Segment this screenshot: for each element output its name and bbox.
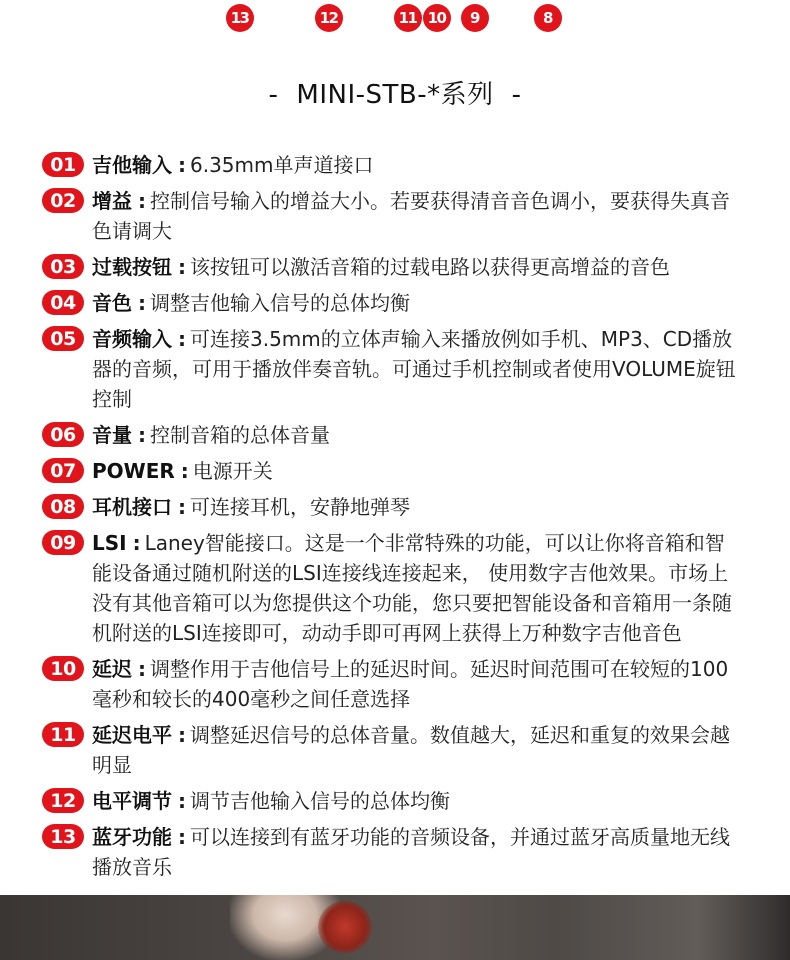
spec-number-badge: 03 [42, 254, 84, 279]
spec-name: 过载按钮 [92, 255, 172, 279]
callout-badge: 13 [226, 4, 254, 32]
spec-number-badge: 08 [42, 494, 84, 519]
spec-number-badge: 10 [42, 656, 84, 681]
spec-item-delay-level [42, 720, 742, 780]
spec-name: 电平调节 [92, 789, 172, 813]
callout-badge-row [0, 4, 790, 32]
spec-list [42, 150, 742, 882]
photo-light-streak [560, 895, 790, 960]
callout-badge: 10 [423, 4, 451, 32]
spec-name: 蓝牙功能 [92, 825, 172, 849]
spec-description: 调整吉他输入信号的总体均衡 [150, 291, 410, 315]
spec-item-overdrive-button [42, 252, 742, 282]
callout-badge: 12 [315, 4, 343, 32]
spec-colon: : [138, 657, 146, 681]
spec-item-volume [42, 420, 742, 450]
spec-description: 调整延迟信号的总体音量。数值越大，延迟和重复的效果会越明显 [92, 723, 730, 777]
spec-description: 控制信号输入的增益大小。若要获得清音音色调小，要获得失真音色请调大 [92, 189, 730, 243]
callout-badge: 11 [394, 4, 422, 32]
spec-number-badge: 05 [42, 326, 84, 351]
spec-number-badge: 02 [42, 188, 84, 213]
title-dash-right: - [511, 80, 522, 110]
spec-item-audio-input [42, 324, 742, 414]
spec-description: 调整作用于吉他信号上的延迟时间。延迟时间范围可在较短的100毫秒和较长的400毫秒之间任意选择 [92, 657, 729, 711]
spec-item-tone [42, 288, 742, 318]
spec-number-badge: 06 [42, 422, 84, 447]
spec-name: 耳机接口 [92, 495, 172, 519]
spec-description: 可以连接到有蓝牙功能的音频设备，并通过蓝牙高质量地无线播放音乐 [92, 825, 730, 879]
photo-red-detail [318, 901, 372, 953]
spec-number-badge: 12 [42, 788, 84, 813]
spec-item-headphone-jack [42, 492, 742, 522]
series-title-text: MINI-STB-*系列 [296, 80, 494, 110]
spec-description: 控制音箱的总体音量 [150, 423, 330, 447]
spec-item-power [42, 456, 742, 486]
spec-colon: : [178, 327, 186, 351]
spec-number-badge: 09 [42, 530, 84, 555]
spec-description: 6.35mm单声道接口 [190, 153, 374, 177]
spec-item-guitar-input [42, 150, 742, 180]
spec-colon: : [138, 291, 146, 315]
spec-colon: : [138, 423, 146, 447]
spec-number-badge: 13 [42, 824, 84, 849]
spec-name: 音频输入 [92, 327, 172, 351]
spec-item-gain [42, 186, 742, 246]
title-dash-left: - [268, 80, 279, 110]
spec-name: 延迟 [92, 657, 132, 681]
spec-description: 调节吉他输入信号的总体均衡 [190, 789, 450, 813]
spec-colon: : [138, 189, 146, 213]
spec-colon: : [178, 153, 186, 177]
spec-description: 可连接耳机，安静地弹琴 [190, 495, 410, 519]
spec-item-bluetooth [42, 822, 742, 882]
spec-colon: : [178, 255, 186, 279]
spec-item-delay [42, 654, 742, 714]
spec-colon: : [178, 825, 186, 849]
series-title [0, 74, 790, 111]
spec-item-lsi [42, 528, 742, 648]
spec-colon: : [178, 789, 186, 813]
spec-name: 延迟电平 [92, 723, 172, 747]
spec-number-badge: 11 [42, 722, 84, 747]
spec-description: 电源开关 [192, 459, 273, 483]
spec-number-badge: 01 [42, 152, 84, 177]
spec-number-badge: 07 [42, 458, 84, 483]
spec-description: 可连接3.5mm的立体声输入来播放例如手机、MP3、CD播放器的音频，可用于播放伴奏音轨。可通过手机控制或者使用VOLUME旋钮控制 [92, 327, 736, 411]
spec-name: 吉他输入 [92, 153, 172, 177]
callout-badge: 8 [534, 4, 562, 32]
callout-badge: 9 [461, 4, 489, 32]
lifestyle-photo [0, 895, 790, 960]
spec-number-badge: 04 [42, 290, 84, 315]
spec-colon: : [180, 459, 189, 483]
spec-name: 音量 [92, 423, 132, 447]
spec-colon: : [132, 531, 141, 555]
spec-name: 音色 [92, 291, 132, 315]
spec-item-level-adjust [42, 786, 742, 816]
spec-colon: : [178, 723, 186, 747]
spec-name: 增益 [92, 189, 132, 213]
spec-name: LSI [92, 531, 127, 555]
spec-colon: : [178, 495, 186, 519]
spec-description: 该按钮可以激活音箱的过载电路以获得更高增益的音色 [190, 255, 670, 279]
spec-description: Laney智能接口。这是一个非常特殊的功能，可以让你将音箱和智能设备通过随机附送的LSI连接线连接起来， 使用数字吉他效果。市场上没有其他音箱可以为您提供这个功能，您只要把智能设备和音箱用一条随机附送的LSI连接即可，动动手即可再网上获得上万种数字吉他音色 [92, 531, 732, 645]
spec-name: POWER [92, 459, 175, 483]
